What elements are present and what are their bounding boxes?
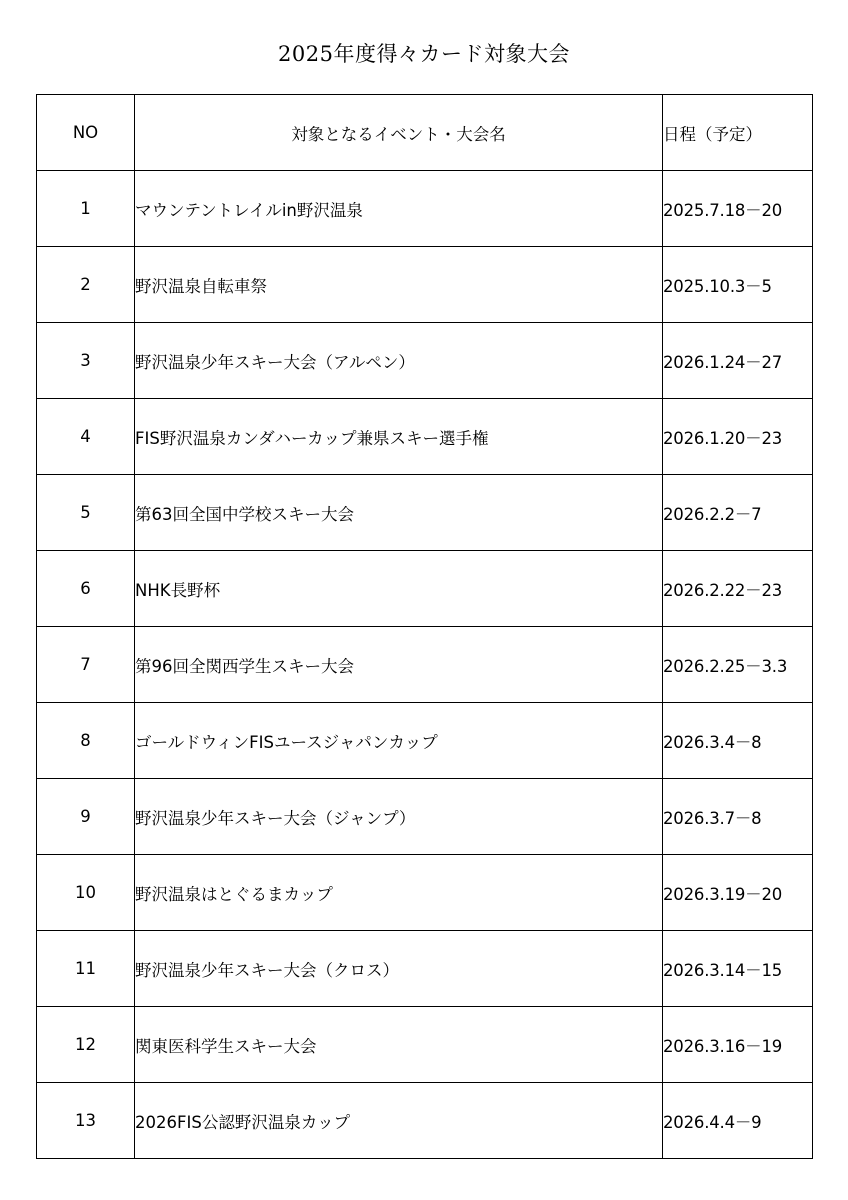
row-number: 2 — [37, 247, 135, 323]
event-schedule: 2026.4.4－9 — [663, 1083, 813, 1159]
column-header-event-name: 対象となるイベント・大会名 — [135, 95, 663, 171]
page-title: 2025年度得々カード対象大会 — [278, 42, 570, 66]
row-number: 10 — [37, 855, 135, 931]
row-number: 13 — [37, 1083, 135, 1159]
row-number: 4 — [37, 399, 135, 475]
table-row — [37, 323, 813, 399]
event-schedule: 2026.2.25－3.3 — [663, 627, 813, 703]
table-row — [37, 1007, 813, 1083]
column-header-schedule: 日程（予定） — [663, 95, 813, 171]
row-number: 5 — [37, 475, 135, 551]
event-name: 野沢温泉少年スキー大会（クロス） — [135, 931, 663, 1007]
event-schedule: 2026.1.20－23 — [663, 399, 813, 475]
row-number: 1 — [37, 171, 135, 247]
row-number: 8 — [37, 703, 135, 779]
events-table — [36, 94, 813, 1159]
event-schedule: 2026.3.19－20 — [663, 855, 813, 931]
table-row — [37, 931, 813, 1007]
event-schedule: 2026.1.24－27 — [663, 323, 813, 399]
event-name: 2026FIS公認野沢温泉カップ — [135, 1083, 663, 1159]
row-number: 12 — [37, 1007, 135, 1083]
table-row — [37, 855, 813, 931]
column-header-no: NO — [37, 95, 135, 171]
event-schedule: 2026.3.4－8 — [663, 703, 813, 779]
event-name: NHK長野杯 — [135, 551, 663, 627]
row-number: 7 — [37, 627, 135, 703]
row-number: 3 — [37, 323, 135, 399]
table-header-row — [37, 95, 813, 171]
event-schedule: 2026.2.2－7 — [663, 475, 813, 551]
event-name: 第63回全国中学校スキー大会 — [135, 475, 663, 551]
table-row — [37, 1083, 813, 1159]
event-schedule: 2026.3.7－8 — [663, 779, 813, 855]
event-schedule: 2026.2.22－23 — [663, 551, 813, 627]
event-name: 野沢温泉はとぐるまカップ — [135, 855, 663, 931]
table-row — [37, 247, 813, 323]
event-name: 野沢温泉自転車祭 — [135, 247, 663, 323]
event-name: 関東医科学生スキー大会 — [135, 1007, 663, 1083]
event-name: 第96回全関西学生スキー大会 — [135, 627, 663, 703]
table-row — [37, 703, 813, 779]
event-name: 野沢温泉少年スキー大会（アルペン） — [135, 323, 663, 399]
table-row — [37, 779, 813, 855]
row-number: 11 — [37, 931, 135, 1007]
event-name: ゴールドウィンFISユースジャパンカップ — [135, 703, 663, 779]
table-body — [37, 171, 813, 1159]
table-row — [37, 399, 813, 475]
table-row — [37, 475, 813, 551]
table-row — [37, 627, 813, 703]
event-schedule: 2025.7.18－20 — [663, 171, 813, 247]
event-name: FIS野沢温泉カンダハーカップ兼県スキー選手権 — [135, 399, 663, 475]
row-number: 9 — [37, 779, 135, 855]
table-row — [37, 171, 813, 247]
event-schedule: 2026.3.14－15 — [663, 931, 813, 1007]
event-name: 野沢温泉少年スキー大会（ジャンプ） — [135, 779, 663, 855]
table-row — [37, 551, 813, 627]
event-schedule: 2026.3.16－19 — [663, 1007, 813, 1083]
event-name: マウンテントレイルin野沢温泉 — [135, 171, 663, 247]
event-schedule: 2025.10.3－5 — [663, 247, 813, 323]
row-number: 6 — [37, 551, 135, 627]
